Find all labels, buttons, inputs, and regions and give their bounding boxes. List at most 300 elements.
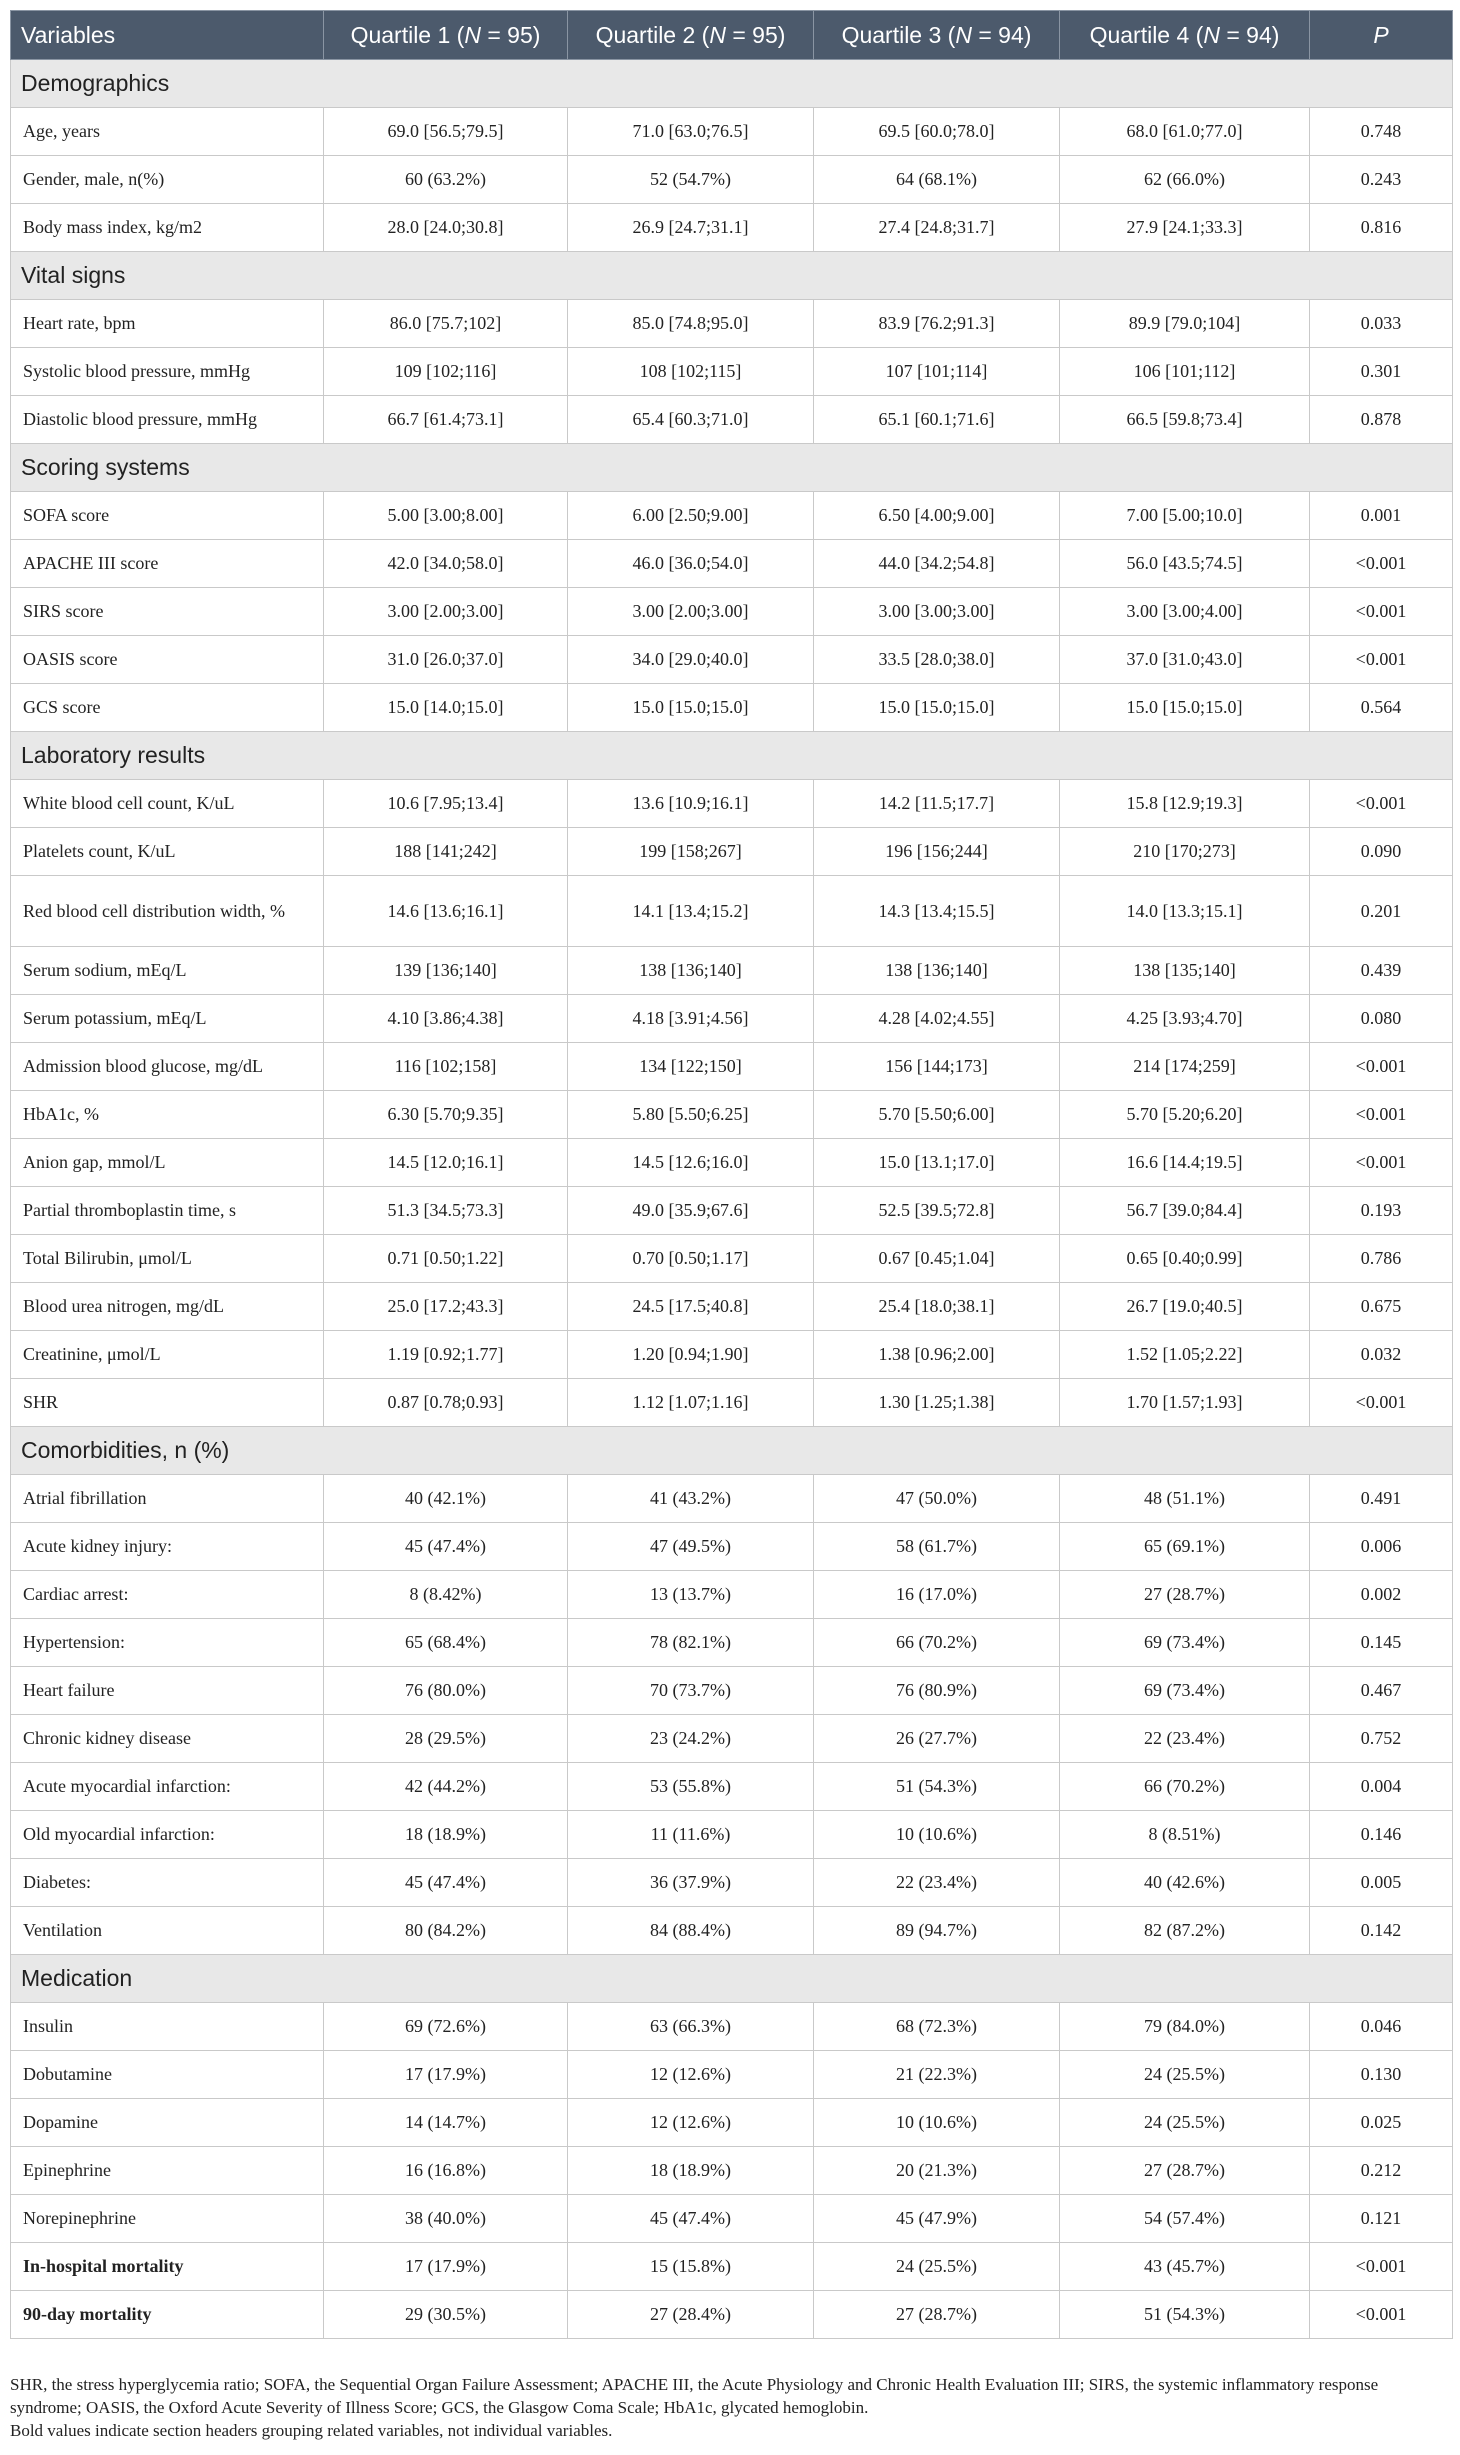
table-row: [11, 300, 1453, 348]
section-header-row: [11, 60, 1453, 108]
variable-cell: Chronic kidney disease: [11, 1715, 324, 1763]
variable-cell: HbA1c, %: [11, 1091, 324, 1139]
variable-cell: Epinephrine: [11, 2147, 324, 2195]
quartile-1-cell: 17 (17.9%): [324, 2243, 568, 2291]
quartile-1-cell: 16 (16.8%): [324, 2147, 568, 2195]
section-title: Medication: [11, 1955, 1453, 2003]
p-value-cell: 0.090: [1310, 828, 1453, 876]
quartile-3-cell: 51 (54.3%): [814, 1763, 1060, 1811]
section-title: Laboratory results: [11, 732, 1453, 780]
p-value-cell: 0.301: [1310, 348, 1453, 396]
quartile-1-cell: 76 (80.0%): [324, 1667, 568, 1715]
header-quartile-2: Quartile 2 (N = 95): [568, 11, 814, 60]
section-title: Scoring systems: [11, 444, 1453, 492]
quartile-1-cell: 69.0 [56.5;79.5]: [324, 108, 568, 156]
quartile-1-cell: 69 (72.6%): [324, 2003, 568, 2051]
p-value-cell: 0.130: [1310, 2051, 1453, 2099]
quartile-1-cell: 25.0 [17.2;43.3]: [324, 1283, 568, 1331]
quartile-2-cell: 63 (66.3%): [568, 2003, 814, 2051]
variable-cell: Creatinine, μmol/L: [11, 1331, 324, 1379]
quartile-3-cell: 58 (61.7%): [814, 1523, 1060, 1571]
variable-cell: Age, years: [11, 108, 324, 156]
variable-cell: Admission blood glucose, mg/dL: [11, 1043, 324, 1091]
variable-cell: Serum potassium, mEq/L: [11, 995, 324, 1043]
quartile-3-cell: 156 [144;173]: [814, 1043, 1060, 1091]
quartile-1-cell: 14 (14.7%): [324, 2099, 568, 2147]
variable-cell: Acute myocardial infarction:: [11, 1763, 324, 1811]
quartile-1-cell: 15.0 [14.0;15.0]: [324, 684, 568, 732]
quartile-2-cell: 70 (73.7%): [568, 1667, 814, 1715]
quartile-2-cell: 27 (28.4%): [568, 2291, 814, 2339]
quartile-2-cell: 199 [158;267]: [568, 828, 814, 876]
quartile-3-cell: 107 [101;114]: [814, 348, 1060, 396]
table-row: [11, 1187, 1453, 1235]
table-row: [11, 588, 1453, 636]
quartile-2-cell: 15.0 [15.0;15.0]: [568, 684, 814, 732]
quartile-2-cell: 6.00 [2.50;9.00]: [568, 492, 814, 540]
table-row: [11, 1571, 1453, 1619]
variable-cell: Heart rate, bpm: [11, 300, 324, 348]
quartile-4-cell: 106 [101;112]: [1060, 348, 1310, 396]
quartile-4-cell: 210 [170;273]: [1060, 828, 1310, 876]
quartile-4-cell: 16.6 [14.4;19.5]: [1060, 1139, 1310, 1187]
table-row: [11, 1907, 1453, 1955]
quartile-3-cell: 6.50 [4.00;9.00]: [814, 492, 1060, 540]
section-header-row: [11, 444, 1453, 492]
table-row: [11, 947, 1453, 995]
table-row: [11, 995, 1453, 1043]
p-value-cell: 0.439: [1310, 947, 1453, 995]
quartile-2-cell: 52 (54.7%): [568, 156, 814, 204]
quartile-2-cell: 138 [136;140]: [568, 947, 814, 995]
quartile-1-cell: 188 [141;242]: [324, 828, 568, 876]
quartile-4-cell: 54 (57.4%): [1060, 2195, 1310, 2243]
variable-cell: Insulin: [11, 2003, 324, 2051]
quartile-4-cell: 5.70 [5.20;6.20]: [1060, 1091, 1310, 1139]
quartile-3-cell: 4.28 [4.02;4.55]: [814, 995, 1060, 1043]
variable-cell: Blood urea nitrogen, mg/dL: [11, 1283, 324, 1331]
table-row: [11, 492, 1453, 540]
quartile-2-cell: 1.20 [0.94;1.90]: [568, 1331, 814, 1379]
p-value-cell: <0.001: [1310, 588, 1453, 636]
table-row: [11, 1379, 1453, 1427]
variable-cell: GCS score: [11, 684, 324, 732]
quartile-4-cell: 37.0 [31.0;43.0]: [1060, 636, 1310, 684]
quartile-3-cell: 45 (47.9%): [814, 2195, 1060, 2243]
table-row: [11, 1619, 1453, 1667]
p-value-cell: 0.193: [1310, 1187, 1453, 1235]
section-title: Demographics: [11, 60, 1453, 108]
quartile-2-cell: 24.5 [17.5;40.8]: [568, 1283, 814, 1331]
quartile-3-cell: 47 (50.0%): [814, 1475, 1060, 1523]
quartile-3-cell: 65.1 [60.1;71.6]: [814, 396, 1060, 444]
quartile-2-cell: 13 (13.7%): [568, 1571, 814, 1619]
table-row: [11, 1331, 1453, 1379]
quartile-3-cell: 66 (70.2%): [814, 1619, 1060, 1667]
quartile-1-cell: 31.0 [26.0;37.0]: [324, 636, 568, 684]
quartile-3-cell: 138 [136;140]: [814, 947, 1060, 995]
p-value-cell: 0.748: [1310, 108, 1453, 156]
table-footnote: [10, 2373, 1452, 2442]
variable-cell: Platelets count, K/uL: [11, 828, 324, 876]
quartile-2-cell: 13.6 [10.9;16.1]: [568, 780, 814, 828]
quartile-3-cell: 15.0 [15.0;15.0]: [814, 684, 1060, 732]
quartile-1-cell: 5.00 [3.00;8.00]: [324, 492, 568, 540]
quartile-1-cell: 17 (17.9%): [324, 2051, 568, 2099]
quartile-2-cell: 45 (47.4%): [568, 2195, 814, 2243]
quartile-3-cell: 5.70 [5.50;6.00]: [814, 1091, 1060, 1139]
p-value-cell: 0.467: [1310, 1667, 1453, 1715]
variable-cell: Anion gap, mmol/L: [11, 1139, 324, 1187]
table-row: [11, 1043, 1453, 1091]
quartile-2-cell: 15 (15.8%): [568, 2243, 814, 2291]
table-row: [11, 1139, 1453, 1187]
quartile-2-cell: 1.12 [1.07;1.16]: [568, 1379, 814, 1427]
quartile-4-cell: 40 (42.6%): [1060, 1859, 1310, 1907]
table-header: [11, 11, 1453, 60]
quartile-4-cell: 27 (28.7%): [1060, 2147, 1310, 2195]
quartile-2-cell: 0.70 [0.50;1.17]: [568, 1235, 814, 1283]
quartile-4-cell: 43 (45.7%): [1060, 2243, 1310, 2291]
header-p-value: P: [1310, 11, 1453, 60]
p-value-cell: 0.001: [1310, 492, 1453, 540]
quartile-4-cell: 8 (8.51%): [1060, 1811, 1310, 1859]
p-value-cell: 0.032: [1310, 1331, 1453, 1379]
quartile-1-cell: 3.00 [2.00;3.00]: [324, 588, 568, 636]
p-value-cell: <0.001: [1310, 780, 1453, 828]
quartile-3-cell: 22 (23.4%): [814, 1859, 1060, 1907]
quartile-1-cell: 10.6 [7.95;13.4]: [324, 780, 568, 828]
table-row: [11, 396, 1453, 444]
variable-cell: Total Bilirubin, μmol/L: [11, 1235, 324, 1283]
quartile-3-cell: 76 (80.9%): [814, 1667, 1060, 1715]
p-value-cell: <0.001: [1310, 540, 1453, 588]
table-row: [11, 684, 1453, 732]
quartile-4-cell: 56.7 [39.0;84.4]: [1060, 1187, 1310, 1235]
variable-cell: SHR: [11, 1379, 324, 1427]
quartile-3-cell: 33.5 [28.0;38.0]: [814, 636, 1060, 684]
quartile-3-cell: 196 [156;244]: [814, 828, 1060, 876]
p-value-cell: <0.001: [1310, 636, 1453, 684]
baseline-characteristics-table: [10, 10, 1453, 2339]
quartile-4-cell: 48 (51.1%): [1060, 1475, 1310, 1523]
p-value-cell: <0.001: [1310, 1379, 1453, 1427]
quartile-3-cell: 83.9 [76.2;91.3]: [814, 300, 1060, 348]
quartile-1-cell: 0.71 [0.50;1.22]: [324, 1235, 568, 1283]
table-row: [11, 1523, 1453, 1571]
variable-cell: Cardiac arrest:: [11, 1571, 324, 1619]
quartile-1-cell: 28 (29.5%): [324, 1715, 568, 1763]
quartile-1-cell: 18 (18.9%): [324, 1811, 568, 1859]
variable-cell: Dopamine: [11, 2099, 324, 2147]
quartile-4-cell: 24 (25.5%): [1060, 2051, 1310, 2099]
p-value-cell: 0.146: [1310, 1811, 1453, 1859]
p-value-cell: <0.001: [1310, 1043, 1453, 1091]
variable-cell: Partial thromboplastin time, s: [11, 1187, 324, 1235]
quartile-3-cell: 20 (21.3%): [814, 2147, 1060, 2195]
variable-cell: Diabetes:: [11, 1859, 324, 1907]
quartile-1-cell: 45 (47.4%): [324, 1523, 568, 1571]
variable-cell: Old myocardial infarction:: [11, 1811, 324, 1859]
quartile-1-cell: 42 (44.2%): [324, 1763, 568, 1811]
quartile-2-cell: 36 (37.9%): [568, 1859, 814, 1907]
variable-cell: Body mass index, kg/m2: [11, 204, 324, 252]
p-value-cell: <0.001: [1310, 2291, 1453, 2339]
quartile-2-cell: 4.18 [3.91;4.56]: [568, 995, 814, 1043]
p-value-cell: <0.001: [1310, 2243, 1453, 2291]
quartile-4-cell: 15.8 [12.9;19.3]: [1060, 780, 1310, 828]
quartile-3-cell: 21 (22.3%): [814, 2051, 1060, 2099]
quartile-4-cell: 89.9 [79.0;104]: [1060, 300, 1310, 348]
p-value-cell: 0.121: [1310, 2195, 1453, 2243]
quartile-2-cell: 34.0 [29.0;40.0]: [568, 636, 814, 684]
quartile-2-cell: 41 (43.2%): [568, 1475, 814, 1523]
quartile-4-cell: 4.25 [3.93;4.70]: [1060, 995, 1310, 1043]
p-value-cell: 0.491: [1310, 1475, 1453, 1523]
quartile-1-cell: 8 (8.42%): [324, 1571, 568, 1619]
p-value-cell: 0.243: [1310, 156, 1453, 204]
header-quartile-3: Quartile 3 (N = 94): [814, 11, 1060, 60]
quartile-2-cell: 23 (24.2%): [568, 1715, 814, 1763]
quartile-2-cell: 12 (12.6%): [568, 2099, 814, 2147]
p-value-cell: 0.878: [1310, 396, 1453, 444]
table-row: [11, 1667, 1453, 1715]
header-quartile-4: Quartile 4 (N = 94): [1060, 11, 1310, 60]
quartile-4-cell: 82 (87.2%): [1060, 1907, 1310, 1955]
quartile-1-cell: 109 [102;116]: [324, 348, 568, 396]
quartile-1-cell: 38 (40.0%): [324, 2195, 568, 2243]
quartile-1-cell: 116 [102;158]: [324, 1043, 568, 1091]
quartile-1-cell: 1.19 [0.92;1.77]: [324, 1331, 568, 1379]
quartile-3-cell: 24 (25.5%): [814, 2243, 1060, 2291]
table-row: [11, 1475, 1453, 1523]
variable-cell: Acute kidney injury:: [11, 1523, 324, 1571]
quartile-4-cell: 214 [174;259]: [1060, 1043, 1310, 1091]
table-row: [11, 540, 1453, 588]
p-value-cell: 0.786: [1310, 1235, 1453, 1283]
quartile-4-cell: 26.7 [19.0;40.5]: [1060, 1283, 1310, 1331]
table-row: [11, 1763, 1453, 1811]
table-container: [10, 10, 1452, 2339]
quartile-1-cell: 14.5 [12.0;16.1]: [324, 1139, 568, 1187]
quartile-3-cell: 27 (28.7%): [814, 2291, 1060, 2339]
table-row: [11, 156, 1453, 204]
quartile-1-cell: 40 (42.1%): [324, 1475, 568, 1523]
quartile-2-cell: 78 (82.1%): [568, 1619, 814, 1667]
quartile-4-cell: 27 (28.7%): [1060, 1571, 1310, 1619]
quartile-4-cell: 69 (73.4%): [1060, 1667, 1310, 1715]
quartile-1-cell: 14.6 [13.6;16.1]: [324, 876, 568, 947]
quartile-4-cell: 1.52 [1.05;2.22]: [1060, 1331, 1310, 1379]
variable-cell: Diastolic blood pressure, mmHg: [11, 396, 324, 444]
table-row: [11, 1811, 1453, 1859]
quartile-4-cell: 51 (54.3%): [1060, 2291, 1310, 2339]
header-quartile-1: Quartile 1 (N = 95): [324, 11, 568, 60]
quartile-4-cell: 1.70 [1.57;1.93]: [1060, 1379, 1310, 1427]
quartile-4-cell: 3.00 [3.00;4.00]: [1060, 588, 1310, 636]
quartile-1-cell: 80 (84.2%): [324, 1907, 568, 1955]
p-value-cell: 0.080: [1310, 995, 1453, 1043]
quartile-3-cell: 89 (94.7%): [814, 1907, 1060, 1955]
variable-cell: SIRS score: [11, 588, 324, 636]
table-row: [11, 1715, 1453, 1763]
quartile-4-cell: 62 (66.0%): [1060, 156, 1310, 204]
quartile-4-cell: 79 (84.0%): [1060, 2003, 1310, 2051]
quartile-4-cell: 66 (70.2%): [1060, 1763, 1310, 1811]
table-row: [11, 1235, 1453, 1283]
table-row: [11, 2147, 1453, 2195]
quartile-1-cell: 139 [136;140]: [324, 947, 568, 995]
p-value-cell: 0.145: [1310, 1619, 1453, 1667]
p-value-cell: <0.001: [1310, 1139, 1453, 1187]
p-value-cell: 0.025: [1310, 2099, 1453, 2147]
table-row: [11, 1091, 1453, 1139]
variable-cell: Atrial fibrillation: [11, 1475, 324, 1523]
p-value-cell: 0.002: [1310, 1571, 1453, 1619]
p-value-cell: 0.033: [1310, 300, 1453, 348]
quartile-2-cell: 84 (88.4%): [568, 1907, 814, 1955]
p-value-cell: <0.001: [1310, 1091, 1453, 1139]
quartile-4-cell: 138 [135;140]: [1060, 947, 1310, 995]
variable-cell: Hypertension:: [11, 1619, 324, 1667]
quartile-2-cell: 12 (12.6%): [568, 2051, 814, 2099]
variable-cell: APACHE III score: [11, 540, 324, 588]
table-row: [11, 1859, 1453, 1907]
quartile-2-cell: 11 (11.6%): [568, 1811, 814, 1859]
table-row: [11, 636, 1453, 684]
table-row: [11, 876, 1453, 947]
quartile-4-cell: 7.00 [5.00;10.0]: [1060, 492, 1310, 540]
quartile-2-cell: 5.80 [5.50;6.25]: [568, 1091, 814, 1139]
variable-cell: Serum sodium, mEq/L: [11, 947, 324, 995]
quartile-1-cell: 6.30 [5.70;9.35]: [324, 1091, 568, 1139]
footnote-bold-note: Bold values indicate section headers grouping related variables, not individual variables.: [10, 2421, 613, 2440]
table-body: [11, 60, 1453, 2339]
table-row: [11, 2099, 1453, 2147]
quartile-4-cell: 24 (25.5%): [1060, 2099, 1310, 2147]
table-row: [11, 204, 1453, 252]
section-title: Vital signs: [11, 252, 1453, 300]
variable-cell: White blood cell count, K/uL: [11, 780, 324, 828]
quartile-2-cell: 46.0 [36.0;54.0]: [568, 540, 814, 588]
p-value-cell: 0.006: [1310, 1523, 1453, 1571]
quartile-4-cell: 15.0 [15.0;15.0]: [1060, 684, 1310, 732]
variable-cell: SOFA score: [11, 492, 324, 540]
quartile-4-cell: 66.5 [59.8;73.4]: [1060, 396, 1310, 444]
p-value-cell: 0.201: [1310, 876, 1453, 947]
footnote-abbreviations: SHR, the stress hyperglycemia ratio; SOFA, the Sequential Organ Failure Assessment; APACHE III, the Acute Physiology and Chronic Health Evaluation III; SIRS, the systemic inflammatory response syndrome; OASIS, the Oxford Acute Severity of Illness Score; GCS, the Glasgow Coma Scale; HbA1c, glycated hemoglobin.: [10, 2375, 1379, 2417]
quartile-2-cell: 53 (55.8%): [568, 1763, 814, 1811]
quartile-3-cell: 1.30 [1.25;1.38]: [814, 1379, 1060, 1427]
quartile-3-cell: 64 (68.1%): [814, 156, 1060, 204]
quartile-3-cell: 25.4 [18.0;38.1]: [814, 1283, 1060, 1331]
p-value-cell: 0.046: [1310, 2003, 1453, 2051]
quartile-2-cell: 14.5 [12.6;16.0]: [568, 1139, 814, 1187]
quartile-3-cell: 10 (10.6%): [814, 2099, 1060, 2147]
section-header-row: [11, 1427, 1453, 1475]
quartile-2-cell: 14.1 [13.4;15.2]: [568, 876, 814, 947]
section-header-row: [11, 252, 1453, 300]
header-row: [11, 11, 1453, 60]
quartile-1-cell: 45 (47.4%): [324, 1859, 568, 1907]
p-value-cell: 0.675: [1310, 1283, 1453, 1331]
variable-cell: Systolic blood pressure, mmHg: [11, 348, 324, 396]
quartile-3-cell: 68 (72.3%): [814, 2003, 1060, 2051]
p-value-cell: 0.142: [1310, 1907, 1453, 1955]
p-value-cell: 0.212: [1310, 2147, 1453, 2195]
p-value-cell: 0.564: [1310, 684, 1453, 732]
quartile-3-cell: 27.4 [24.8;31.7]: [814, 204, 1060, 252]
table-row: [11, 828, 1453, 876]
quartile-3-cell: 26 (27.7%): [814, 1715, 1060, 1763]
quartile-4-cell: 0.65 [0.40;0.99]: [1060, 1235, 1310, 1283]
quartile-4-cell: 68.0 [61.0;77.0]: [1060, 108, 1310, 156]
variable-cell: Dobutamine: [11, 2051, 324, 2099]
table-row: [11, 2291, 1453, 2339]
p-value-cell: 0.816: [1310, 204, 1453, 252]
quartile-1-cell: 42.0 [34.0;58.0]: [324, 540, 568, 588]
quartile-3-cell: 3.00 [3.00;3.00]: [814, 588, 1060, 636]
quartile-2-cell: 47 (49.5%): [568, 1523, 814, 1571]
quartile-4-cell: 69 (73.4%): [1060, 1619, 1310, 1667]
variable-cell: In-hospital mortality: [11, 2243, 324, 2291]
quartile-3-cell: 52.5 [39.5;72.8]: [814, 1187, 1060, 1235]
quartile-4-cell: 22 (23.4%): [1060, 1715, 1310, 1763]
p-value-cell: 0.752: [1310, 1715, 1453, 1763]
quartile-1-cell: 51.3 [34.5;73.3]: [324, 1187, 568, 1235]
quartile-2-cell: 65.4 [60.3;71.0]: [568, 396, 814, 444]
quartile-3-cell: 15.0 [13.1;17.0]: [814, 1139, 1060, 1187]
quartile-4-cell: 56.0 [43.5;74.5]: [1060, 540, 1310, 588]
variable-cell: Heart failure: [11, 1667, 324, 1715]
variable-cell: Gender, male, n(%): [11, 156, 324, 204]
variable-cell: Norepinephrine: [11, 2195, 324, 2243]
quartile-2-cell: 18 (18.9%): [568, 2147, 814, 2195]
quartile-1-cell: 60 (63.2%): [324, 156, 568, 204]
table-row: [11, 2243, 1453, 2291]
quartile-2-cell: 108 [102;115]: [568, 348, 814, 396]
quartile-1-cell: 4.10 [3.86;4.38]: [324, 995, 568, 1043]
quartile-1-cell: 29 (30.5%): [324, 2291, 568, 2339]
section-header-row: [11, 1955, 1453, 2003]
quartile-4-cell: 27.9 [24.1;33.3]: [1060, 204, 1310, 252]
variable-cell: Red blood cell distribution width, %: [11, 876, 324, 947]
quartile-2-cell: 3.00 [2.00;3.00]: [568, 588, 814, 636]
quartile-3-cell: 14.2 [11.5;17.7]: [814, 780, 1060, 828]
p-value-cell: 0.004: [1310, 1763, 1453, 1811]
quartile-2-cell: 134 [122;150]: [568, 1043, 814, 1091]
table-row: [11, 2051, 1453, 2099]
table-row: [11, 2003, 1453, 2051]
quartile-1-cell: 28.0 [24.0;30.8]: [324, 204, 568, 252]
table-row: [11, 780, 1453, 828]
quartile-4-cell: 65 (69.1%): [1060, 1523, 1310, 1571]
p-value-cell: 0.005: [1310, 1859, 1453, 1907]
quartile-2-cell: 26.9 [24.7;31.1]: [568, 204, 814, 252]
table-row: [11, 348, 1453, 396]
quartile-2-cell: 71.0 [63.0;76.5]: [568, 108, 814, 156]
section-header-row: [11, 732, 1453, 780]
quartile-3-cell: 1.38 [0.96;2.00]: [814, 1331, 1060, 1379]
variable-cell: OASIS score: [11, 636, 324, 684]
quartile-1-cell: 0.87 [0.78;0.93]: [324, 1379, 568, 1427]
table-row: [11, 108, 1453, 156]
header-variables: Variables: [11, 11, 324, 60]
table-row: [11, 2195, 1453, 2243]
quartile-3-cell: 16 (17.0%): [814, 1571, 1060, 1619]
quartile-1-cell: 66.7 [61.4;73.1]: [324, 396, 568, 444]
quartile-2-cell: 85.0 [74.8;95.0]: [568, 300, 814, 348]
